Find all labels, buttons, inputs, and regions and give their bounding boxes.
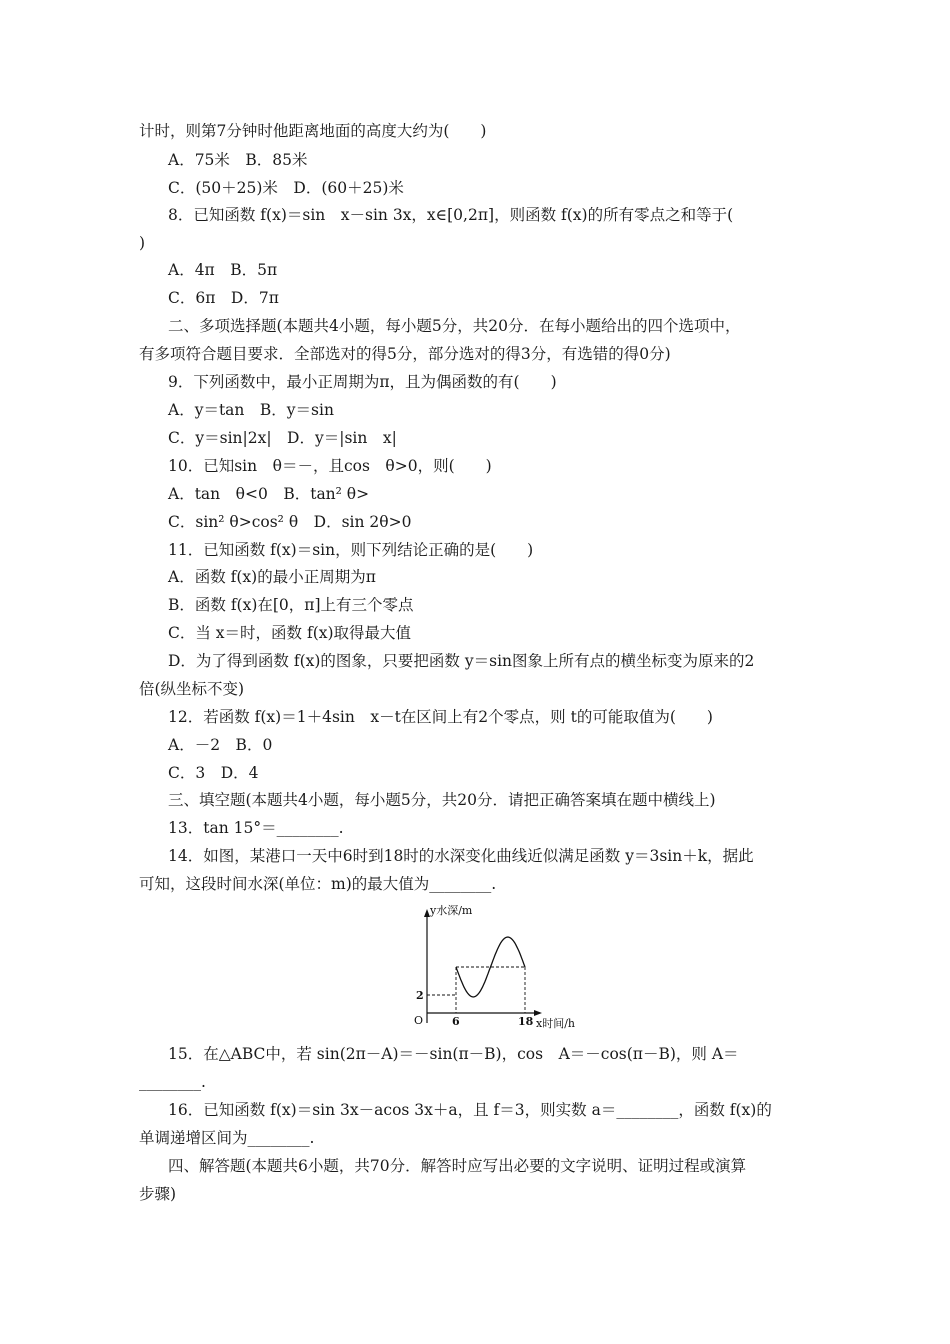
text-line: 13．tan 15°＝________. [168,819,344,837]
text-line: 计时，则第7分钟时他距离地面的高度大约为( ) [139,122,487,140]
text-line: C．6π D．7π [168,289,279,307]
text-line: A．y＝tan B．y＝sin [168,401,334,419]
text-line: C．y＝sin|2x| D．y＝|sin x| [168,429,397,447]
x-axis-arrow [534,1010,542,1016]
text-line: 16．已知函数 f(x)＝sin 3x－acos 3x＋a，且 f＝3，则实数 a＝________，函数 f(x)的 [168,1101,772,1119]
text-line: 单调递增区间为________. [139,1129,315,1147]
water-depth-figure [400,903,600,1033]
text-line: C．3 D．4 [168,764,259,782]
text-line: 8．已知函数 f(x)＝sin x－sin 3x，x∈[0,2π]，则函数 f(x)的所有零点之和等于( [168,206,734,224]
text-line: A．tan θ<0 B．tan² θ> [168,485,370,503]
x-axis-label: x时间/h [536,1017,575,1030]
x-tick-6: 6 [452,1015,460,1028]
text-line: A．函数 f(x)的最小正周期为π [168,568,376,586]
text-line: C．sin² θ>cos² θ D．sin 2θ>0 [168,513,412,531]
text-line: C．当 x＝时，函数 f(x)取得最大值 [168,624,412,642]
origin-label: O [414,1014,424,1027]
text-line: 10．已知sin θ＝－，且cos θ>0，则( ) [168,457,492,475]
text-line: ________. [139,1073,206,1091]
text-line: 9．下列函数中，最小正周期为π，且为偶函数的有( ) [168,373,557,391]
text-line: 倍(纵坐标不变) [139,680,245,698]
text-line: 二、多项选择题(本题共4小题，每小题5分，共20分．在每小题给出的四个选项中， [168,317,741,335]
text-line: 可知，这段时间水深(单位：m)的最大值为________. [139,875,497,893]
y-axis-label: y水深/m [430,904,473,917]
text-line: 12．若函数 f(x)＝1＋4sin x－t在区间上有2个零点，则 t的可能取值为( ) [168,708,713,726]
text-line: 有多项符合题目要求．全部选对的得5分，部分选对的得3分，有选错的得0分) [139,345,671,363]
text-line: 四、解答题(本题共6小题，共70分．解答时应写出必要的文字说明、证明过程或演算 [168,1157,747,1175]
y-tick-2: 2 [416,989,424,1002]
text-line: C．(50＋25)米 D．(60＋25)米 [168,179,404,197]
text-line: 14．如图，某港口一天中6时到18时的水深变化曲线近似满足函数 y＝3sin＋k，据此 [168,847,754,865]
text-line: D．为了得到函数 f(x)的图象，只要把函数 y＝sin图象上所有点的横坐标变为原来的2 [168,652,755,670]
text-line: 11．已知函数 f(x)＝sin，则下列结论正确的是( ) [168,541,534,559]
text-line: A．4π B．5π [168,261,278,279]
text-line: A．75米 B．85米 [168,151,308,169]
text-line: A．－2 B．0 [168,736,273,754]
text-line: 三、填空题(本题共4小题，每小题5分，共20分．请把正确答案填在题中横线上) [168,791,716,809]
text-line: B．函数 f(x)在[0，π]上有三个零点 [168,596,414,614]
text-line: 步骤) [139,1185,177,1203]
water-depth-graph [400,903,600,1033]
text-line: ) [139,234,146,252]
x-tick-18: 18 [518,1015,534,1028]
text-line: 15．在△ABC中，若 sin(2π－A)＝－sin(π－B)，cos A＝－cos(π－B)，则 A＝ [168,1045,739,1063]
